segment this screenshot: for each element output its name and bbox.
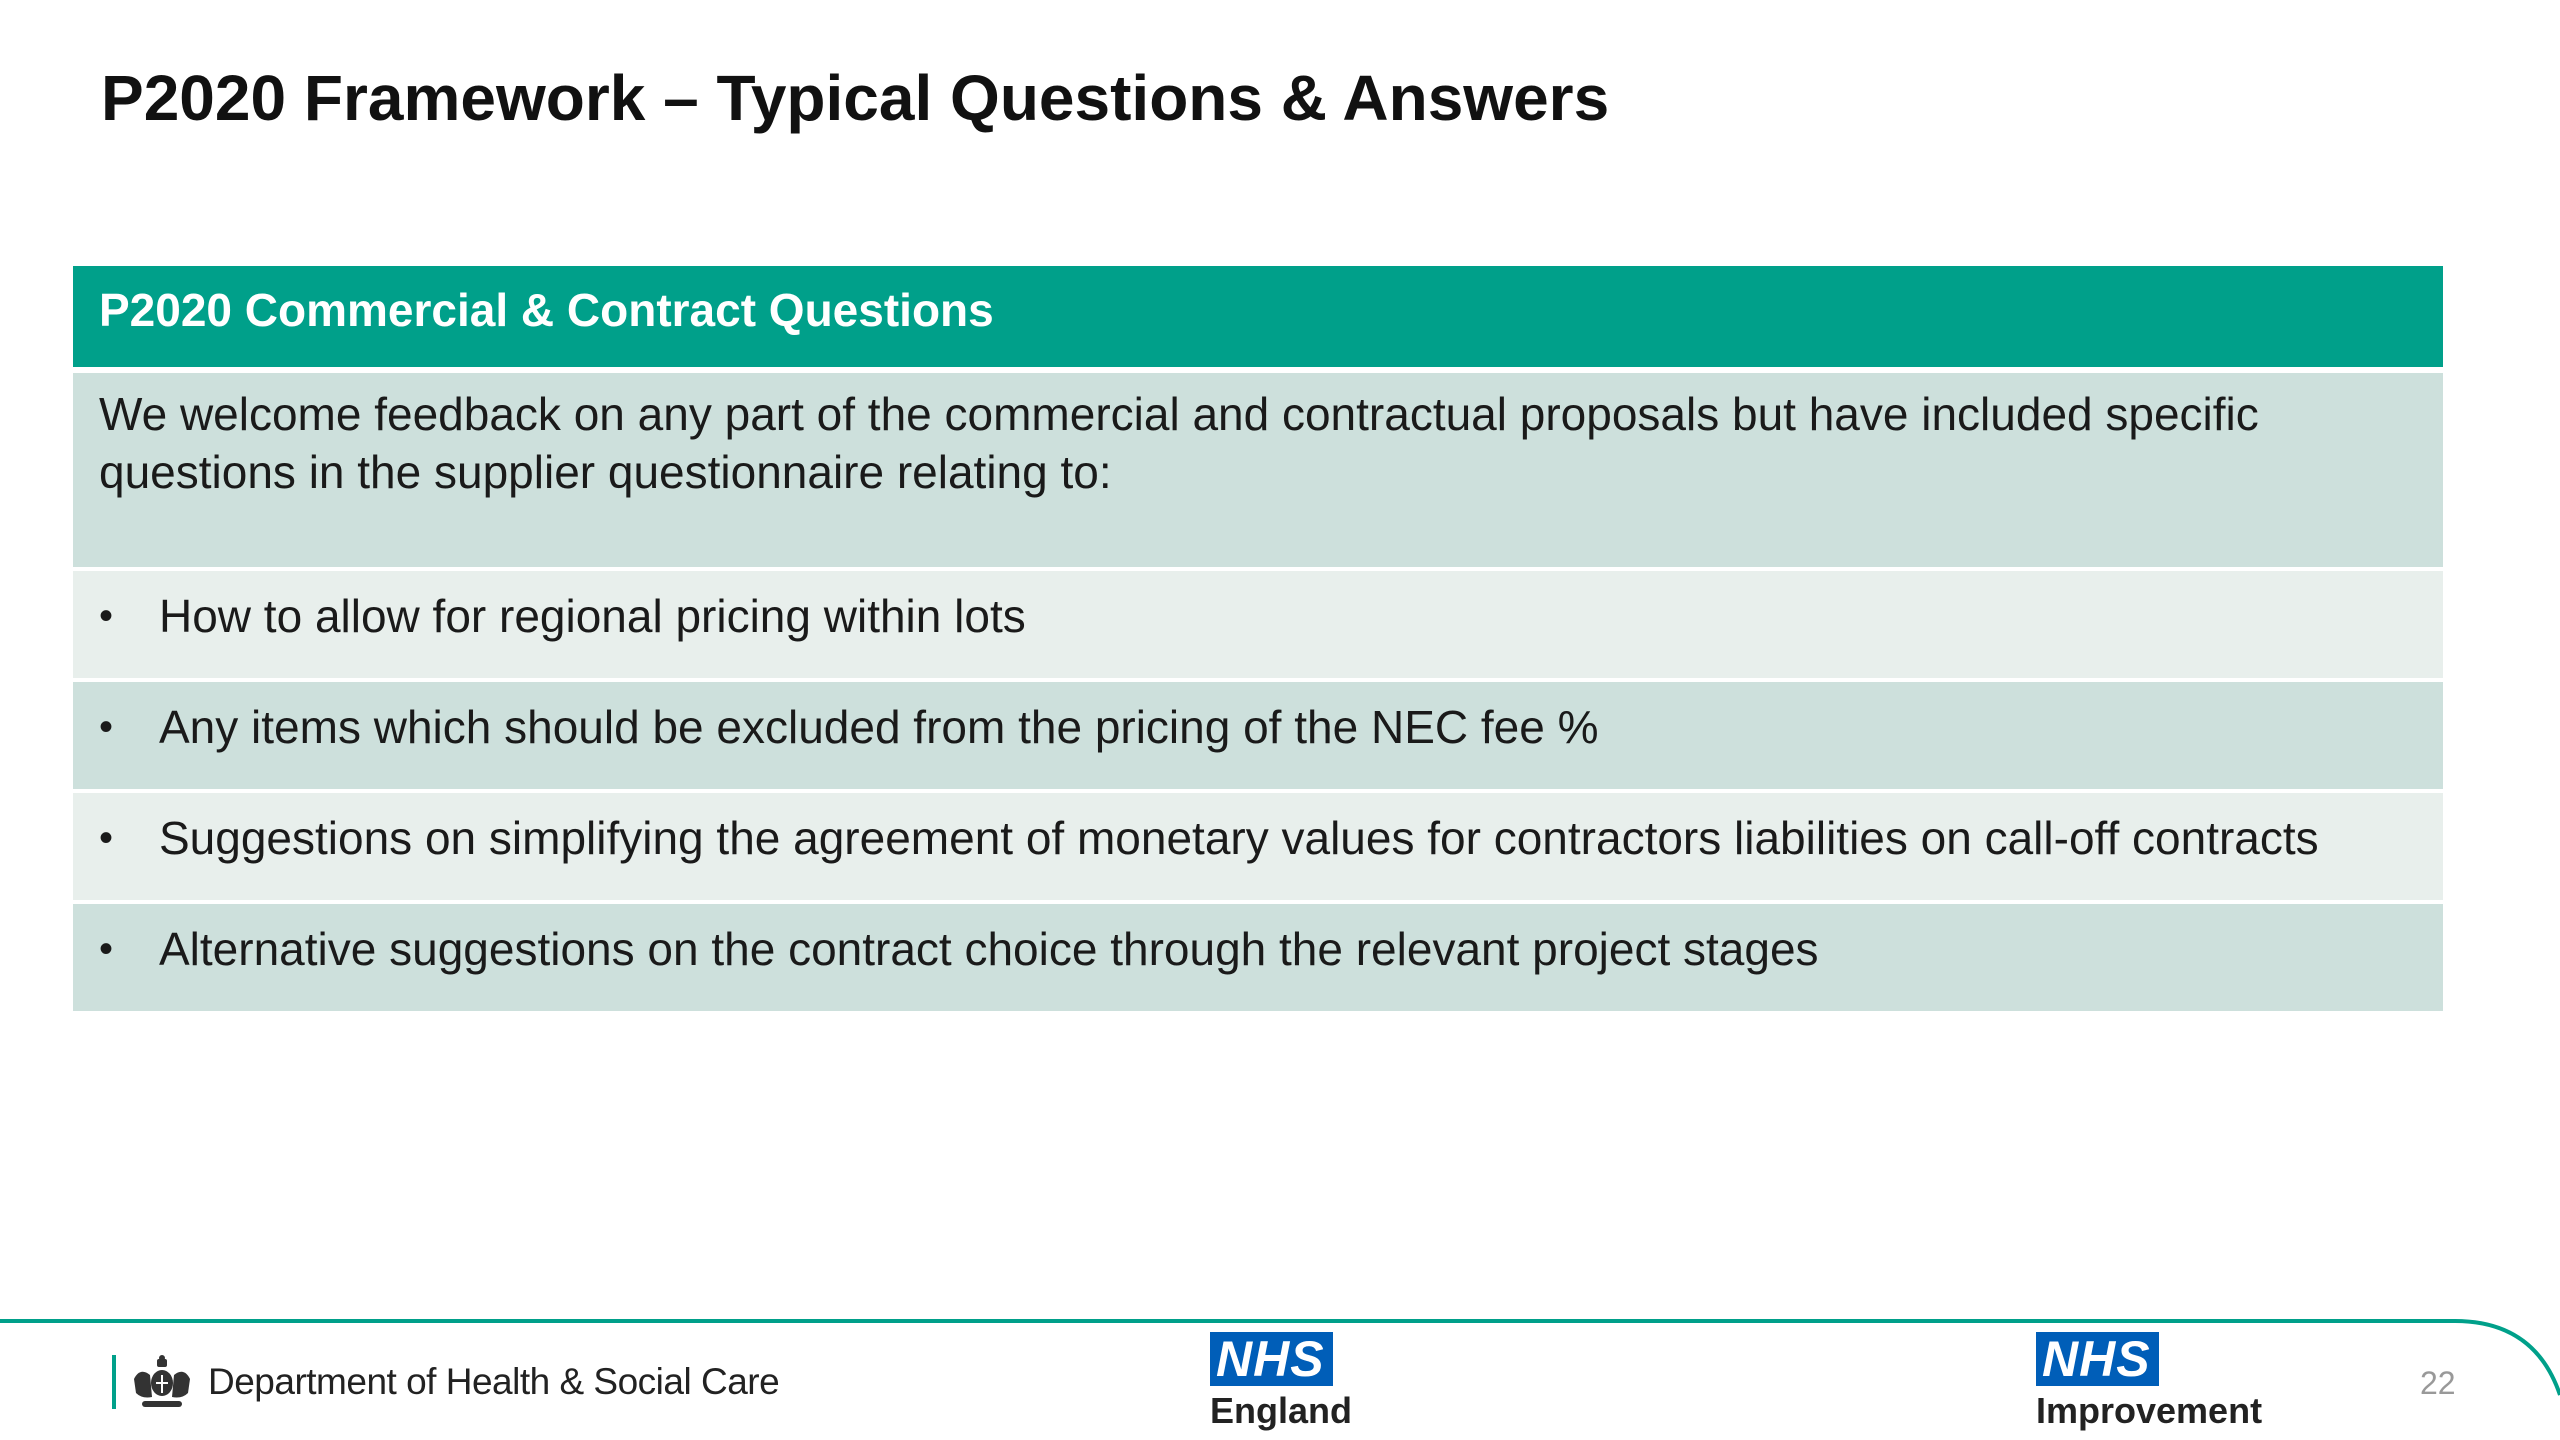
nhs-improvement-label: Improvement <box>2036 1390 2263 1431</box>
bullet-icon: • <box>99 594 114 638</box>
list-item <box>73 904 2443 1011</box>
bullet-icon: • <box>99 816 114 860</box>
dhsc-label: Department of Health & Social Care <box>208 1361 780 1402</box>
intro-row: We welcome feedback on any part of the commercial and contractual proposals but have included specific questions in the supplier questionnaire relating to: <box>73 373 2443 567</box>
list-item <box>73 571 2443 678</box>
page-title: P2020 Framework – Typical Questions & Answers <box>101 62 1610 134</box>
list-item-text: Any items which should be excluded from the pricing of the NEC fee % <box>159 701 1599 753</box>
bullet-icon: • <box>99 705 114 749</box>
royal-crest-icon <box>130 1353 194 1411</box>
nhs-england-label: England <box>1210 1390 1352 1431</box>
list-item <box>73 682 2443 789</box>
nhs-england-logo <box>1210 1332 1352 1434</box>
bullet-icon: • <box>99 927 114 971</box>
table-header: P2020 Commercial & Contract Questions <box>73 266 2443 367</box>
nhs-logo-icon: NHS <box>2036 1332 2159 1386</box>
list-item-text: Suggestions on simplifying the agreement of monetary values for contractors liabilities on call-off contracts <box>159 812 2319 864</box>
nhs-logo-icon: NHS <box>1210 1332 1333 1386</box>
list-item-text: Alternative suggestions on the contract choice through the relevant project stages <box>159 923 1819 975</box>
dhsc-divider <box>112 1355 116 1409</box>
dhsc-logo <box>112 1352 779 1412</box>
questions-table <box>73 266 2443 1011</box>
list-item-text: How to allow for regional pricing within lots <box>159 590 1026 642</box>
nhs-improvement-logo <box>2036 1332 2262 1434</box>
page-number: 22 <box>2420 1365 2456 1401</box>
list-item <box>73 793 2443 900</box>
